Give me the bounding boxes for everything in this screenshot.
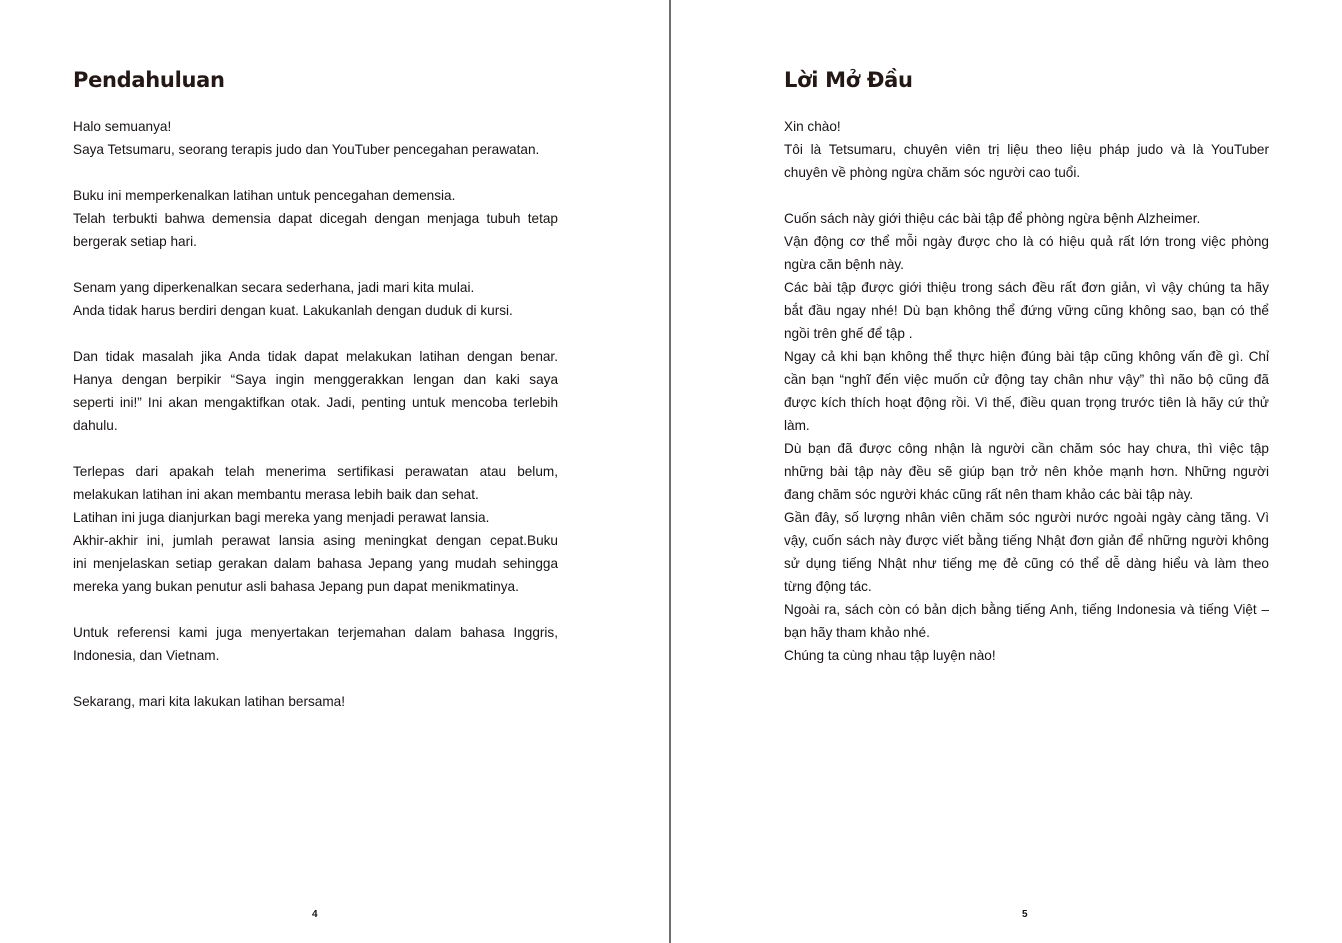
paragraph-gap	[73, 667, 558, 690]
text-line: ngừa căn bệnh này.	[784, 257, 904, 272]
text-line: những bài tập này đều sẽ giúp bạn trở nên khỏe mạnh hơn. Những người	[784, 464, 1269, 479]
text-line: bạn hãy tham khảo nhé.	[784, 625, 930, 640]
paragraph	[784, 115, 1269, 138]
paragraph-gap	[73, 322, 558, 345]
paragraph	[784, 345, 1269, 437]
paragraph	[73, 621, 558, 667]
text-line: mereka yang bukan penutur asli bahasa Jepang pun dapat menikmatinya.	[73, 579, 519, 594]
text-line: Sekarang, mari kita lakukan latihan bersama!	[73, 694, 346, 709]
paragraph-gap	[784, 184, 1269, 207]
text-line: Hanya dengan berpikir “Saya ingin menggerakkan lengan dan kaki saya	[73, 372, 558, 387]
paragraph	[73, 299, 558, 322]
paragraph	[784, 437, 1269, 506]
text-line: Senam yang diperkenalkan secara sederhana, jadi mari kita mulai.	[73, 280, 475, 295]
paragraph	[784, 598, 1269, 644]
text-line: Ngay cả khi bạn không thể thực hiện đúng bài tập cũng không vấn đề gì. Chỉ	[784, 349, 1269, 364]
page-number: 4	[312, 909, 318, 920]
text-line: làm.	[784, 418, 810, 433]
paragraph	[73, 460, 558, 506]
text-line: cần bạn “nghĩ đến việc muốn cử động tay chân như vậy” thì não bộ cũng đã	[784, 372, 1269, 387]
page-body	[784, 115, 1269, 667]
text-line: Latihan ini juga dianjurkan bagi mereka yang menjadi perawat lansia.	[73, 510, 490, 525]
page-title: Pendahuluan	[73, 68, 225, 92]
paragraph	[73, 506, 558, 529]
text-line: Tôi là Tetsumaru, chuyên viên trị liệu theo liệu pháp judo và là YouTuber	[784, 142, 1269, 157]
text-line: bergerak setiap hari.	[73, 234, 197, 249]
paragraph-gap	[73, 437, 558, 460]
paragraph	[73, 138, 558, 161]
text-line: chuyên về phòng ngừa chăm sóc người cao tuổi.	[784, 165, 1081, 180]
page-number: 5	[1022, 909, 1028, 920]
page-title: Lời Mở Đầu	[784, 68, 913, 92]
text-line: ngồi trên ghế để tập .	[784, 326, 913, 341]
text-line: Telah terbukti bahwa demensia dapat dicegah dengan menjaga tubuh tetap	[73, 211, 558, 226]
text-line: Buku ini memperkenalkan latihan untuk pencegahan demensia.	[73, 188, 456, 203]
text-line: Vận động cơ thể mỗi ngày được cho là có hiệu quả rất lớn trong việc phòng	[784, 234, 1269, 249]
paragraph-gap	[73, 253, 558, 276]
text-line: Halo semuanya!	[73, 119, 172, 134]
paragraph	[73, 529, 558, 598]
paragraph-gap	[73, 161, 558, 184]
text-line: Dan tidak masalah jika Anda tidak dapat melakukan latihan dengan benar.	[73, 349, 558, 364]
text-line: dahulu.	[73, 418, 118, 433]
text-line: bắt đầu ngay nhé! Dù bạn không thể đứng vững cũng không sao, bạn có thể	[784, 303, 1269, 318]
page-body	[73, 115, 558, 713]
text-line: đang chăm sóc người khác cũng rất nên tham khảo các bài tập này.	[784, 487, 1194, 502]
text-line: từng động tác.	[784, 579, 872, 594]
paragraph	[73, 115, 558, 138]
paragraph	[73, 345, 558, 437]
text-line: Ngoài ra, sách còn có bản dịch bằng tiếng Anh, tiếng Indonesia và tiếng Việt –	[784, 602, 1269, 617]
text-line: sử dụng tiếng Nhật như tiếng mẹ đẻ cũng có thể dễ dàng hiểu và làm theo	[784, 556, 1269, 571]
text-line: Indonesia, dan Vietnam.	[73, 648, 220, 663]
text-line: seperti ini!” Ini akan mengaktifkan otak. Jadi, penting untuk mencoba terlebih	[73, 395, 558, 410]
text-line: Dù bạn đã được công nhận là người cần chăm sóc hay chưa, thì việc tập	[784, 441, 1269, 456]
paragraph-gap	[73, 598, 558, 621]
text-line: được kích thích hoạt động rồi. Vì thế, điều quan trọng trước tiên là hãy cứ thử	[784, 395, 1269, 410]
paragraph	[784, 138, 1269, 184]
text-line: Xin chào!	[784, 119, 841, 134]
text-line: Gần đây, số lượng nhân viên chăm sóc người nước ngoài ngày càng tăng. Vì	[784, 510, 1269, 525]
paragraph	[784, 644, 1269, 667]
text-line: Terlepas dari apakah telah menerima sertifikasi perawatan atau belum,	[73, 464, 558, 479]
paragraph	[73, 276, 558, 299]
book-spine-divider	[669, 0, 671, 943]
text-line: Chúng ta cùng nhau tập luyện nào!	[784, 648, 996, 663]
paragraph	[784, 230, 1269, 276]
paragraph	[73, 690, 558, 713]
text-line: vậy, cuốn sách này được viết bằng tiếng Nhật đơn giản để những người không	[784, 533, 1269, 548]
text-line: melakukan latihan ini akan membantu merasa lebih baik dan sehat.	[73, 487, 479, 502]
text-line: Akhir-akhir ini, jumlah perawat lansia asing meningkat dengan cepat.Buku	[73, 533, 558, 548]
paragraph	[784, 207, 1269, 230]
paragraph	[73, 207, 558, 253]
text-line: ini menjelaskan setiap gerakan dalam bahasa Jepang yang mudah sehingga	[73, 556, 558, 571]
text-line: Cuốn sách này giới thiệu các bài tập để phòng ngừa bệnh Alzheimer.	[784, 211, 1201, 226]
paragraph	[784, 276, 1269, 345]
text-line: Các bài tập được giới thiệu trong sách đều rất đơn giản, vì vậy chúng ta hãy	[784, 280, 1269, 295]
paragraph	[784, 506, 1269, 598]
text-line: Anda tidak harus berdiri dengan kuat. Lakukanlah dengan duduk di kursi.	[73, 303, 513, 318]
text-line: Untuk referensi kami juga menyertakan terjemahan dalam bahasa Inggris,	[73, 625, 558, 640]
text-line: Saya Tetsumaru, seorang terapis judo dan YouTuber pencegahan perawatan.	[73, 142, 540, 157]
paragraph	[73, 184, 558, 207]
